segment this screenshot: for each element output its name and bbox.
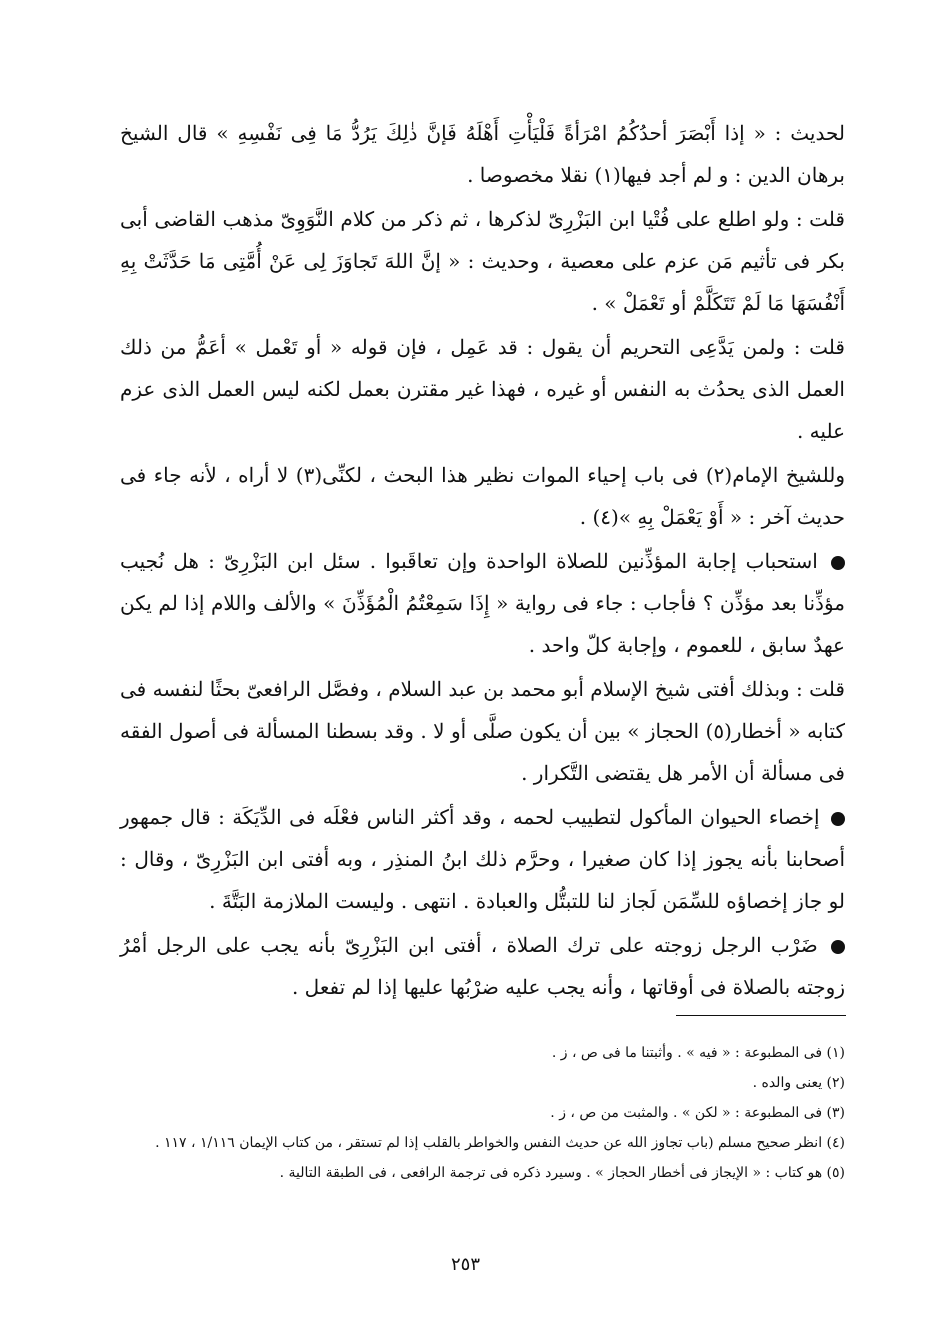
paragraph-text: لحديث : « إذا أَبْصَرَ أحدُكُمُ امْرَأةً فَلْيَأْتِ أَهْلَهُ فَإنَّ ذٰلِكَ يَرُدُّ مَا فِى نَفْسِهِ » قال الشيخ برهان الدين : و لم أجد فيها(١) نقلا مخصوصا . bbox=[120, 121, 845, 187]
paragraph-muezzin-issue bbox=[120, 540, 845, 666]
paragraph-text: قلت : ولو اطلع على فُتْيا ابن البَزْرِىّ لذكرها ، ثم ذكر من كلام النَّوَوِىّ مذهب القاضى أبى بكر فى تأثيم مَن عزم على معصية ، وحديث : « إنَّ اللهَ تَجاوَزَ لِى عَنْ أُمَّتِى مَا حَدَّثَتْ بِهِ أَنْفُسَهَا مَا لَمْ تَتَكَلَّمْ أو تَعْمَلْ » . bbox=[120, 207, 845, 315]
paragraph-text: ضَرْب الرجل زوجته على ترك الصلاة ، أفتى ابن البَزْرِىّ بأنه يجب على الرجل أمْرُ زوجته بالصلاة فى أوقاتها ، وأنه يجب عليه ضرْبُها عليها إذا لم تفعل . bbox=[120, 933, 845, 999]
bullet-icon bbox=[831, 556, 845, 570]
paragraph-text: استحباب إجابة المؤذِّنين للصلاة الواحدة وإن تعاقَبوا . سئل ابن البَزْرِىّ : هل نُجيب مؤذِّنا بعد مؤذِّن ؟ فأجاب : جاء فى رواية « إِذَا سَمِعْتُمُ الْمُؤَذِّنَ » والألف واللام إذا لم يكن عهدٌ سابق ، للعموم ، وإجابة كلّ واحد . bbox=[120, 549, 845, 657]
bullet-icon bbox=[831, 940, 845, 954]
paragraph-commentary-tahrim bbox=[120, 326, 845, 452]
bullet-icon bbox=[831, 812, 845, 826]
paragraph-ibn-abd-al-salam bbox=[120, 668, 845, 794]
paragraph-sheikh-imam bbox=[120, 454, 845, 538]
footnote-1: (١) فى المطبوعة : « فيه » . وأثبتنا ما فى ص ، ز . bbox=[551, 1045, 845, 1061]
footnote-3: (٣) فى المطبوعة : « لكن » . والمثبت من ص ، ز . bbox=[550, 1105, 845, 1121]
footnote-5: (٥) هو كتاب : « الإيجاز فى أخطار الحجاز » . وسيرد ذكره فى ترجمة الرافعى ، فى الطبقة التالية . bbox=[279, 1165, 845, 1181]
footnote-2: (٢) يعنى والده . bbox=[752, 1075, 845, 1091]
paragraph-castration-issue bbox=[120, 796, 845, 922]
page-number: ٢٥٣ bbox=[450, 1254, 480, 1275]
paragraph-text: وللشيخ الإمام(٢) فى باب إحياء الموات نظير هذا البحث ، لكنِّى(٣) لا أراه ، لأنه جاء فى حديث آخر : « أَوْ يَعْمَلْ بِهِ »(٤) . bbox=[120, 463, 845, 529]
paragraph-text: إخصاء الحيوان المأكول لتطييب لحمه ، وقد أكثر الناس فعْلَه فى الدِّيَكَة : قال جمهور أصحابنا بأنه يجوز إذا كان صغيرا ، وحرَّم ذلك ابنُ المنذِر ، وبه أفتى ابن البَزْرِىّ ، وقال : لو جاز إخصاؤه للسِّمَن لَجاز لنا للتبتُّل والعبادة . انتهى . وليست الملازمة البَتَّةَ . bbox=[120, 805, 845, 913]
paragraph-text: قلت : وبذلك أفتى شيخ الإسلام أبو محمد بن عبد السلام ، وفصَّل الرافعىّ بحثًا لنفسه فى كتابه « أخطار(٥) الحجاز » بين أن يكون صلَّى أو لا . وقد بسطنا المسألة فى أصول الفقه فى مسألة أن الأمر هل يقتضى التَّكرار . bbox=[120, 677, 845, 785]
footnotes bbox=[120, 1038, 845, 1188]
paragraph-commentary-nawawi bbox=[120, 198, 845, 324]
main-body-text bbox=[120, 112, 845, 1010]
footnote-divider bbox=[676, 1015, 846, 1016]
paragraph-hadith-continuation bbox=[120, 112, 845, 196]
footnote-4: (٤) انظر صحيح مسلم (باب تجاوز الله عن حديث النفس والخواطر بالقلب إذا لم تستقر ، من كتاب الإيمان ١/١١٦ ، ١١٧ . bbox=[155, 1135, 845, 1151]
paragraph-text: قلت : ولمن يَدَّعِى التحريم أن يقول : قد عَمِل ، فإن قوله « أو تَعْمل » أعَمُّ من ذلك العمل الذى يحدُث به النفس أو غيره ، فهذا غير مقترن بعمل لكنه ليس العمل الذى عزم عليه . bbox=[120, 335, 845, 443]
paragraph-wife-prayer-issue bbox=[120, 924, 845, 1008]
